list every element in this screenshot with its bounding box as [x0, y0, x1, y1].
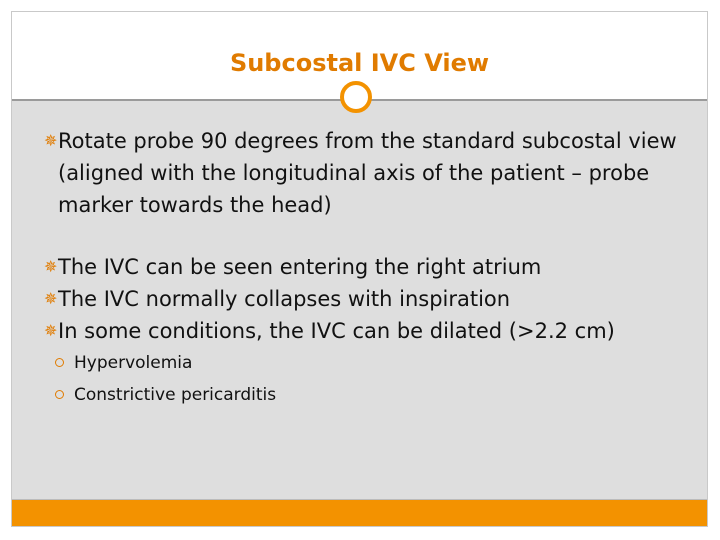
- slide-title: Subcostal IVC View: [229, 49, 490, 77]
- circle-bullet-icon: [55, 358, 64, 367]
- bullet-text: In some conditions, the IVC can be dilated (>2.2 cm): [58, 319, 615, 343]
- bullet-item: [44, 251, 684, 283]
- arrow-bullet-icon: ✵: [44, 257, 58, 276]
- sub-bullet-item: [44, 379, 684, 411]
- bullet-item: [44, 125, 684, 221]
- arrow-bullet-icon: ✵: [44, 289, 58, 308]
- bullet-item: [44, 283, 684, 315]
- arrow-bullet-icon: ​✵: [44, 131, 58, 150]
- bullet-text: The IVC can be seen entering the right atrium: [58, 255, 542, 279]
- bullet-list: [44, 125, 684, 411]
- circle-bullet-icon: [55, 390, 64, 399]
- bullet-text: The IVC normally collapses with inspiration: [58, 287, 511, 311]
- footer-bar: [12, 500, 707, 526]
- arrow-bullet-icon: ✵: [44, 321, 58, 340]
- sub-bullet-item: [44, 347, 684, 379]
- bullet-text: Rotate probe 90 degrees from the standard subcostal view (aligned with the longitudinal axis of the patient – probe marker towards the head): [58, 129, 677, 217]
- bullet-item: [44, 315, 684, 347]
- sub-bullet-text: Hypervolemia: [74, 353, 193, 373]
- ring-icon: [340, 81, 372, 113]
- sub-bullet-text: Constrictive pericarditis: [74, 385, 277, 405]
